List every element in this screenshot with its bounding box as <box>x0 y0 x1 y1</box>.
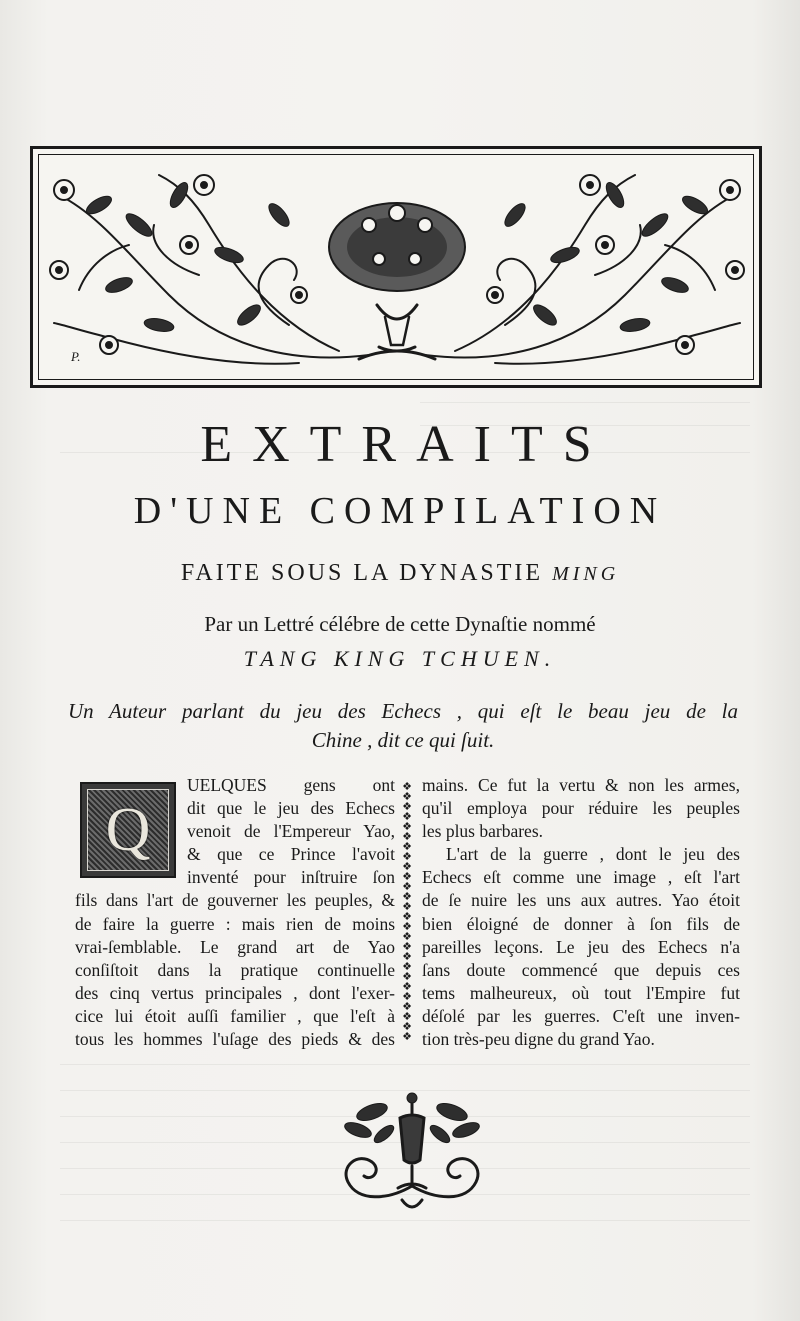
headpiece-frame <box>38 154 754 380</box>
page-title: EXTRAITS <box>200 416 612 473</box>
separator-ornament-icon: ❖ <box>402 951 412 963</box>
engraver-mark: P. <box>71 349 81 364</box>
column-separator <box>400 782 414 1042</box>
decorative-headpiece <box>30 146 762 388</box>
separator-ornament-icon: ❖ <box>402 971 412 983</box>
separator-ornament-icon: ❖ <box>402 851 412 863</box>
intro-line: Un Auteur parlant du jeu des Echecs , qui eſt le beau jeu de la <box>68 699 738 723</box>
text-line: qu'il employa pour réduire les peuples <box>422 798 740 819</box>
separator-ornament-icon: ❖ <box>402 841 412 853</box>
text-line: tems malheureux, où tout l'Empire fut <box>422 982 740 1003</box>
left-column <box>75 774 395 1051</box>
decorative-tailpiece <box>328 1090 496 1218</box>
page-subtitle: D'UNE COMPILATION <box>133 490 667 532</box>
text-line: UELQUES gens ont <box>187 775 395 795</box>
text-line: tous les hommes l'uſage des pieds & des <box>75 1029 395 1050</box>
separator-ornament-icon: ❖ <box>402 1021 412 1033</box>
text-line: Echecs eſt comme une image , eſt l'art <box>422 867 740 888</box>
text-line: conſiſtoit dans la pratique continuelle <box>75 959 395 980</box>
text-line: L'art de la guerre , dont le jeu des <box>446 844 740 865</box>
text-line: & que ce Prince l'avoit <box>187 844 395 865</box>
separator-ornament-icon: ❖ <box>402 801 412 813</box>
text-line: pareilles leçons. Le jeu des Echecs n'a <box>422 936 740 957</box>
separator-ornament-icon: ❖ <box>402 1001 412 1013</box>
separator-ornament-icon: ❖ <box>402 991 412 1003</box>
floral-ornament-icon <box>39 155 754 380</box>
separator-ornament-icon: ❖ <box>402 981 412 993</box>
text-line: de faire la guerre : mais rien de moins <box>75 913 395 934</box>
drop-cap-letter: Q <box>105 796 151 864</box>
separator-ornament-icon: ❖ <box>402 891 412 903</box>
separator-ornament-icon: ❖ <box>402 821 412 833</box>
separator-ornament-icon: ❖ <box>402 881 412 893</box>
text-line: inventé pour inſtruire ſon <box>187 867 395 888</box>
author-name: TANG KING TCHUEN. <box>243 646 557 671</box>
separator-ornament-icon: ❖ <box>402 811 412 823</box>
separator-ornament-icon: ❖ <box>402 941 412 953</box>
right-column <box>422 774 740 1051</box>
separator-ornament-icon: ❖ <box>402 831 412 843</box>
separator-ornament-icon: ❖ <box>402 781 412 793</box>
separator-ornament-icon: ❖ <box>402 961 412 973</box>
vase-ornament-icon <box>328 1090 496 1218</box>
title-dynasty-line <box>0 556 800 591</box>
text-line: bien éloigné de donner à ſon fils de <box>422 913 740 934</box>
separator-ornament-icon: ❖ <box>402 901 412 913</box>
separator-ornament-icon: ❖ <box>402 1011 412 1023</box>
separator-ornament-icon: ❖ <box>402 911 412 923</box>
title-dynasty-prefix: FAITE SOUS LA DYNASTIE <box>180 560 544 586</box>
text-line: vrai-ſemblable. Le grand art de Yao <box>75 936 395 957</box>
separator-ornament-icon: ❖ <box>402 921 412 933</box>
text-line: venoit de l'Empereur Yao, <box>187 821 395 842</box>
text-line: les plus barbares. <box>422 821 544 842</box>
text-line: cice lui étoit auſſi familier , que l'eſt à <box>75 1005 395 1026</box>
separator-ornament-icon: ❖ <box>402 931 412 943</box>
separator-ornament-icon: ❖ <box>402 871 412 883</box>
separator-ornament-icon: ❖ <box>402 861 412 873</box>
text-line: de ſe nuire les uns aux autres. Yao étoit <box>422 890 740 911</box>
separator-ornament-icon: ❖ <box>402 791 412 803</box>
text-line: dit que le jeu des Echecs <box>187 798 395 819</box>
text-line: fils dans l'art de gouverner les peuples, & <box>75 890 395 911</box>
intro-text <box>68 697 738 755</box>
text-line: tion très-peu digne du grand Yao. <box>422 1029 655 1050</box>
title-dynasty-name: MING <box>552 563 620 585</box>
byline: Par un Lettré célébre de cette Dynaſtie nommé <box>204 612 596 636</box>
text-line: mains. Ce fut la vertu & non les armes, <box>422 775 740 795</box>
text-line: des cinq vertus principales , dont l'exer- <box>75 982 395 1003</box>
intro-line: Chine , dit ce qui ſuit. <box>311 728 495 752</box>
text-line: déſolé par les guerres. C'eſt une inven- <box>422 1005 740 1026</box>
text-line: ſans doute commencé que depuis ces <box>422 959 740 980</box>
separator-ornament-icon: ❖ <box>402 1031 412 1043</box>
